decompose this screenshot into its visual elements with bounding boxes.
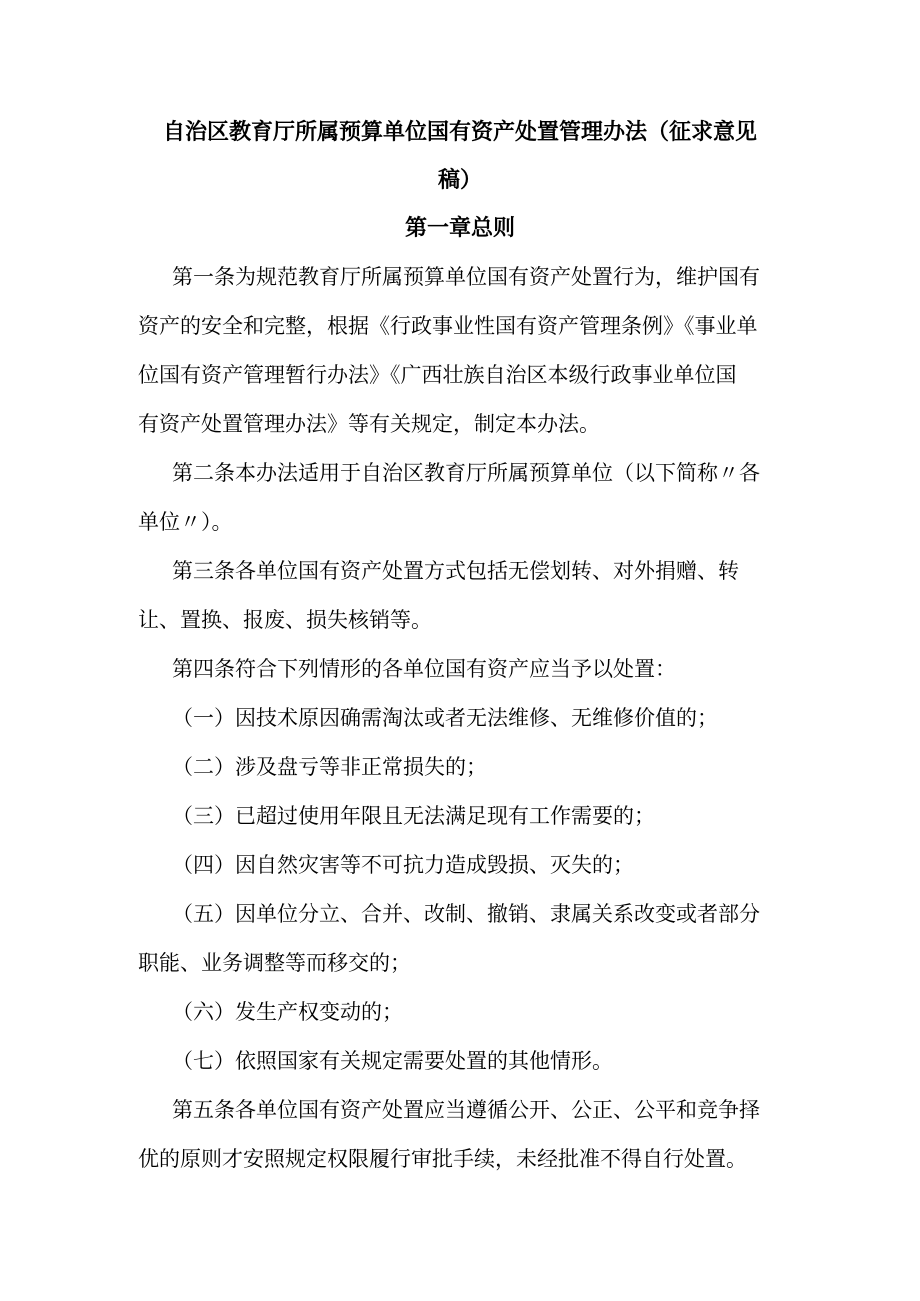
article-4: 第四条符合下列情形的各单位国有资产应当予以处置：	[172, 657, 676, 681]
article-1-line-1: 第一条为规范教育厅所属预算单位国有资产处置行为，维护国有	[172, 265, 760, 289]
chapter-heading: 第一章总则	[404, 216, 515, 241]
article-5-line-1: 第五条各单位国有资产处置应当遵循公开、公正、公平和竞争择	[172, 1098, 760, 1122]
list-item-1: （一）因技术原因确需淘汰或者无法维修、无维修价值的；	[172, 706, 718, 730]
article-5-line-2: 优的原则才安照规定权限履行审批手续，未经批准不得自行处置。	[138, 1147, 747, 1171]
article-1-line-3: 位国有资产管理暂行办法》《广西壮族自治区本级行政事业单位国	[138, 363, 737, 387]
list-item-3: （三）已超过使用年限且无法满足现有工作需要的；	[172, 804, 655, 828]
article-2-line-1: 第二条本办法适用于自治区教育厅所属预算单位（以下简称〃各	[172, 461, 760, 485]
article-2-line-2: 单位〃）。	[138, 510, 233, 534]
list-item-6: （六）发生产权变动的；	[172, 1000, 403, 1024]
list-item-2: （二）涉及盘亏等非正常损失的；	[172, 755, 487, 779]
document-title-line1: 自治区教育厅所属预算单位国有资产处置管理办法（征求意见	[162, 120, 757, 145]
list-item-5-line-1: （五）因单位分立、合并、改制、撤销、隶属关系改变或者部分	[172, 902, 760, 926]
list-item-5-line-2: 职能、业务调整等而移交的；	[138, 951, 411, 975]
article-1-line-4: 有资产处置管理办法》等有关规定，制定本办法。	[138, 412, 600, 436]
list-item-7: （七）依照国家有关规定需要处置的其他情形。	[172, 1049, 613, 1073]
article-3-line-1: 第三条各单位国有资产处置方式包括无偿划转、对外捐赠、转	[172, 559, 739, 583]
article-1-line-2: 资产的安全和完整，根据《行政事业性国有资产管理条例》《事业单	[138, 314, 758, 338]
article-3-line-2: 让、置换、报废、损失核销等。	[138, 608, 432, 632]
list-item-4: （四）因自然灾害等不可抗力造成毁损、灭失的；	[172, 853, 634, 877]
document-title-line2: 稿）	[437, 168, 482, 193]
